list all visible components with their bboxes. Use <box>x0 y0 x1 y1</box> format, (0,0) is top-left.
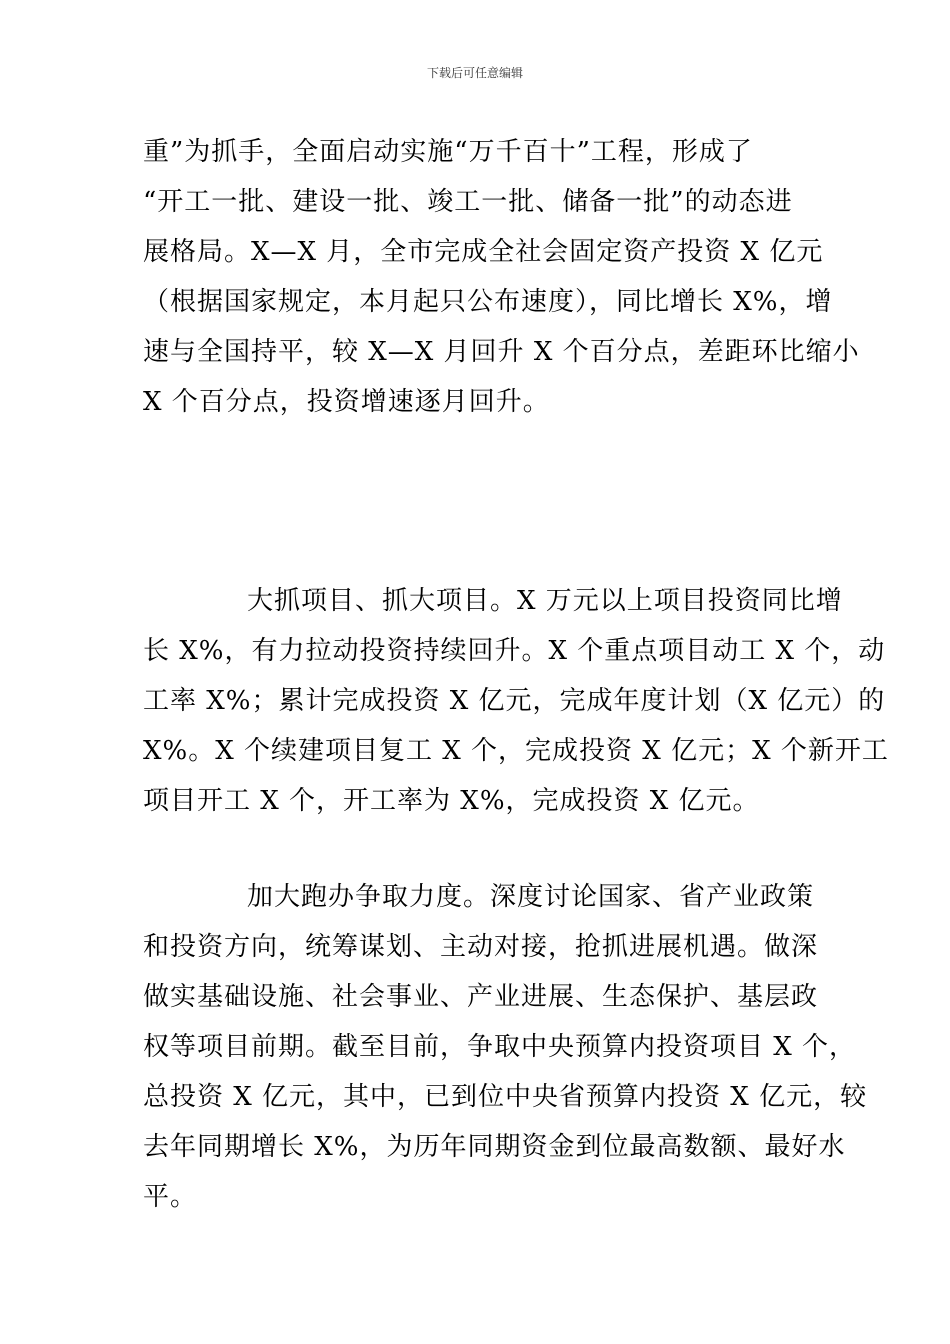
text-line: 权等项目前期。截至目前，争取中央预算内投资项目 X 个， <box>143 1032 857 1062</box>
text-line: 工率 X%；累计完成投资 X 亿元，完成年度计划（X 亿元）的 <box>143 686 886 716</box>
page-header: 下载后可任意编辑 <box>426 66 523 80</box>
text-line: 和投资方向，统筹谋划、主动对接，抢抓进展机遇。做深 <box>143 932 819 962</box>
text-line: 做实基础设施、社会事业、产业进展、生态保护、基层政 <box>143 982 819 1012</box>
text-line: 大抓项目、抓大项目。X 万元以上项目投资同比增 <box>247 586 843 616</box>
text-line: 总投资 X 亿元，其中，已到位中央省预算内投资 X 亿元，较 <box>143 1082 868 1112</box>
text-line: （根据国家规定，本月起只公布速度），同比增长 X%，增 <box>143 287 833 317</box>
text-line: X%。X 个续建项目复工 X 个，完成投资 X 亿元；X 个新开工 <box>143 736 889 766</box>
text-line: 重”为抓手，全面启动实施“万千百十”工程，形成了 <box>143 137 753 167</box>
paragraph-funding-efforts <box>143 872 868 1222</box>
text-line: 展格局。X—X 月，全市完成全社会固定资产投资 X 亿元 <box>143 237 824 267</box>
text-line: 长 X%，有力拉动投资持续回升。X 个重点项目动工 X 个，动 <box>143 636 886 666</box>
text-line: 加大跑办争取力度。深度讨论国家、省产业政策 <box>247 882 815 912</box>
text-line: 项目开工 X 个，开工率为 X%，完成投资 X 亿元。 <box>143 786 760 816</box>
text-line: 速与全国持平，较 X—X 月回升 X 个百分点，差距环比缩小 <box>143 337 860 367</box>
text-line: 平。 <box>143 1182 198 1212</box>
paragraph-major-projects <box>143 576 889 826</box>
text-line: “开工一批、建设一批、竣工一批、储备一批”的动态进 <box>143 187 793 217</box>
paragraph-investment-overview <box>143 127 860 427</box>
text-line: X 个百分点，投资增速逐月回升。 <box>143 387 550 417</box>
text-line: 去年同期增长 X%，为历年同期资金到位最高数额、最好水 <box>143 1132 846 1162</box>
